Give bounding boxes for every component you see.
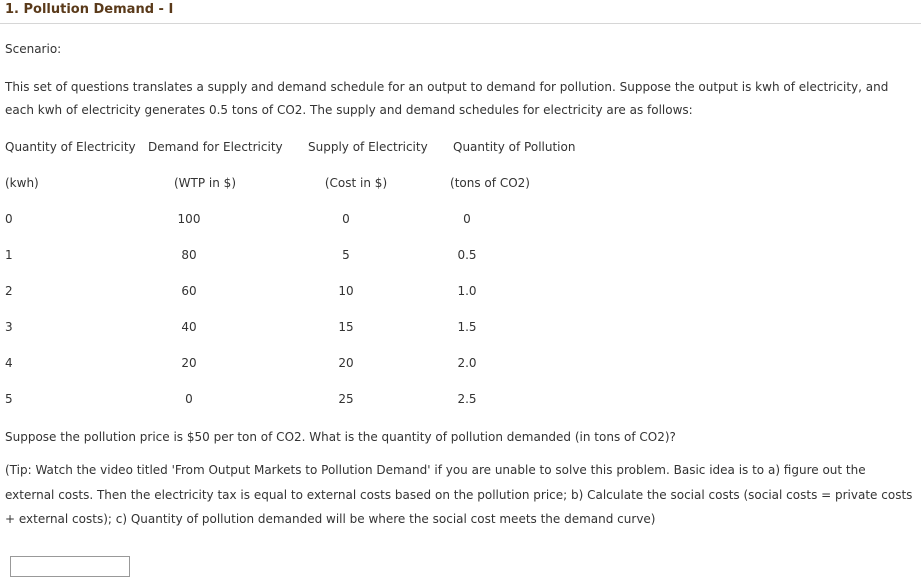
tip-text-line-3: + external costs); c) Quantity of pollution demanded will be where the social cost meets the demand curve)	[5, 512, 656, 526]
table-unit-tons: (tons of CO2)	[450, 176, 530, 190]
scenario-label: Scenario:	[5, 42, 62, 56]
table-cell: 40	[181, 320, 197, 334]
table-header-demand-electricity: Demand for Electricity	[148, 140, 283, 154]
table-cell: 20	[338, 356, 354, 370]
table-cell: 15	[338, 320, 354, 334]
table-cell: 0	[463, 212, 471, 226]
table-cell: 1.0	[457, 284, 477, 298]
table-cell: 80	[181, 248, 197, 262]
tip-text-line-2: external costs. Then the electricity tax is equal to external costs based on the pollution price; b) Calculate the social costs (social costs = private costs	[5, 488, 913, 502]
answer-input[interactable]	[10, 556, 130, 577]
table-cell: 5	[342, 248, 350, 262]
table-cell: 25	[338, 392, 354, 406]
table-cell: 5	[5, 392, 13, 406]
intro-text-line-1: This set of questions translates a supply and demand schedule for an output to demand for pollution. Suppose the output is kwh of electricity, and	[5, 80, 889, 94]
question-title: 1. Pollution Demand - I	[5, 2, 174, 17]
table-cell: 0.5	[457, 248, 477, 262]
table-cell: 1.5	[457, 320, 477, 334]
table-header-quantity-electricity: Quantity of Electricity	[5, 140, 136, 154]
table-cell: 1	[5, 248, 13, 262]
table-cell: 4	[5, 356, 13, 370]
table-cell: 0	[5, 212, 13, 226]
question-header	[0, 0, 921, 24]
table-cell: 3	[5, 320, 13, 334]
table-cell: 2	[5, 284, 13, 298]
table-cell: 2.0	[457, 356, 477, 370]
question-text: Suppose the pollution price is $50 per ton of CO2. What is the quantity of pollution demanded (in tons of CO2)?	[5, 430, 676, 444]
table-unit-kwh: (kwh)	[5, 176, 39, 190]
table-header-supply-electricity: Supply of Electricity	[308, 140, 428, 154]
table-unit-wtp: (WTP in $)	[174, 176, 236, 190]
table-cell: 0	[185, 392, 193, 406]
table-cell: 100	[177, 212, 201, 226]
table-cell: 60	[181, 284, 197, 298]
tip-text-line-1: (Tip: Watch the video titled 'From Output Markets to Pollution Demand' if you are unable to solve this problem. Basic idea is to a) figure out the	[5, 463, 866, 477]
table-cell: 0	[342, 212, 350, 226]
table-cell: 2.5	[457, 392, 477, 406]
table-cell: 10	[338, 284, 354, 298]
table-unit-cost: (Cost in $)	[324, 176, 388, 190]
table-cell: 20	[181, 356, 197, 370]
intro-text-line-2: each kwh of electricity generates 0.5 tons of CO2. The supply and demand schedules for electricity are as follows:	[5, 103, 693, 117]
table-header-quantity-pollution: Quantity of Pollution	[453, 140, 576, 154]
